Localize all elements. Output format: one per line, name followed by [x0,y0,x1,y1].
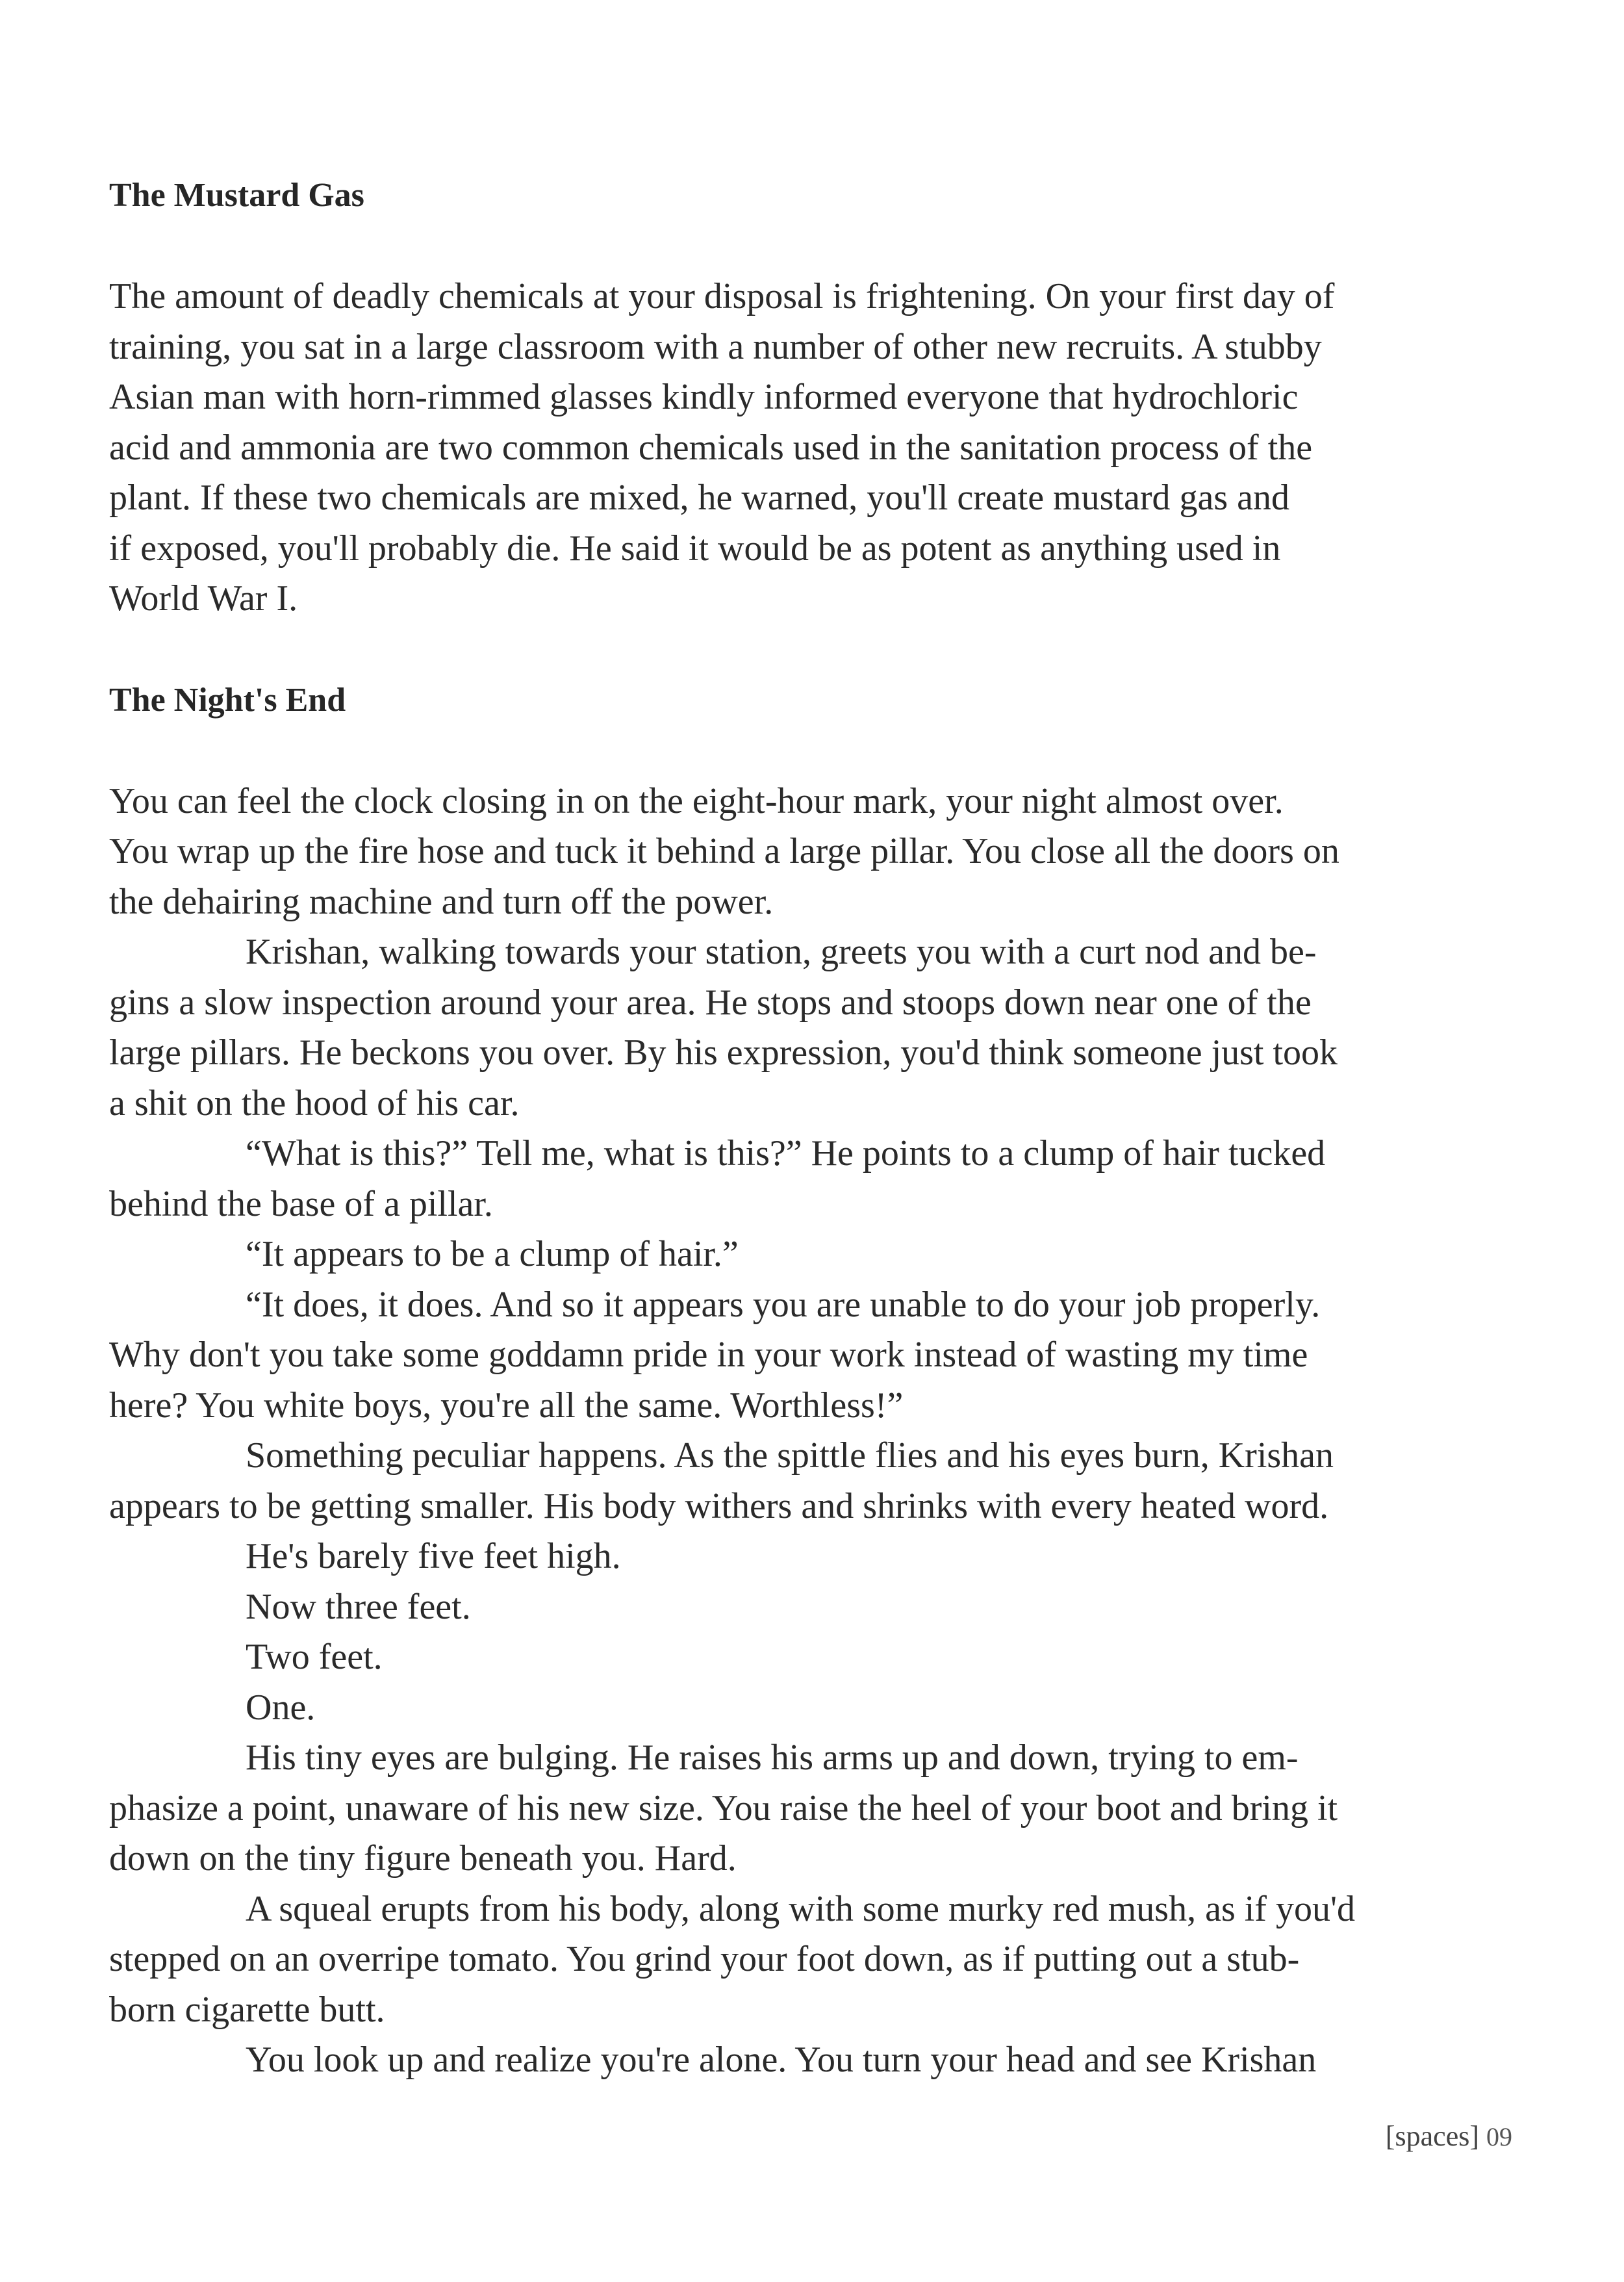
page-content [109,170,1480,2086]
paragraph [109,2035,1480,2086]
text-line: large pillars. He beckons you over. By his expression, you'd think someone just took [109,1032,1338,1073]
publication-label: [spaces] [1385,2120,1479,2152]
paragraph [109,1229,1480,1280]
text-line: gins a slow inspection around your area. He stops and stoops down near one of the [109,982,1312,1023]
text-line: the dehairing machine and turn off the power. [109,881,774,922]
text-line: World War I. [109,578,298,619]
text-line: behind the base of a pillar. [109,1183,493,1224]
text-line: “It appears to be a clump of hair.” [246,1234,739,1274]
text-line: stepped on an overripe tomato. You grind your foot down, as if putting out a stub- [109,1939,1300,1979]
text-line: born cigarette butt. [109,1989,385,2030]
page-number: 09 [1486,2122,1512,2151]
text-line: A squeal erupts from his body, along with some murky red mush, as if you'd [246,1888,1356,1929]
paragraph [109,1280,1480,1431]
text-line: Krishan, walking towards your station, greets you with a curt nod and be- [246,932,1317,972]
text-line: if exposed, you'll probably die. He said it would be as potent as anything used in [109,528,1281,569]
text-line: You wrap up the fire hose and tuck it behind a large pillar. You close all the doors on [109,831,1339,871]
text-line: down on the tiny figure beneath you. Hard. [109,1838,737,1878]
section-heading-nights-end: The Night's End [109,681,346,719]
text-line: appears to be getting smaller. His body withers and shrinks with every heated word. [109,1485,1329,1526]
text-line: Something peculiar happens. As the spittle flies and his eyes burn, Krishan [246,1435,1334,1476]
text-line: You look up and realize you're alone. You turn your head and see Krishan [246,2040,1317,2080]
paragraph [109,927,1480,1129]
text-line: a shit on the hood of his car. [109,1083,520,1123]
text-line: Asian man with horn-rimmed glasses kindly informed everyone that hydrochloric [109,377,1299,417]
text-line: Why don't you take some goddamn pride in your work instead of wasting my time [109,1335,1308,1375]
text-line: His tiny eyes are bulging. He raises his arms up and down, trying to em- [246,1737,1299,1778]
text-line: phasize a point, unaware of his new size. You raise the heel of your boot and bring it [109,1788,1338,1828]
text-line: plant. If these two chemicals are mixed, he warned, you'll create mustard gas and [109,478,1289,518]
paragraph [109,1733,1480,1884]
fragment-line: One. [246,1687,316,1728]
text-line: You can feel the clock closing in on the eight-hour mark, your night almost over. [109,780,1284,821]
fragment-line: He's barely five feet high. [246,1536,621,1576]
page-footer [1386,2120,1512,2153]
text-line: acid and ammonia are two common chemicals used in the sanitation process of the [109,427,1313,468]
paragraph [109,1431,1480,1532]
text-line: “What is this?” Tell me, what is this?” He points to a clump of hair tucked [246,1133,1326,1173]
section-heading-mustard-gas: The Mustard Gas [109,177,364,214]
paragraph [109,776,1480,928]
fragment-line: Now three feet. [246,1586,471,1627]
paragraph [109,1129,1480,1229]
paragraph [109,1884,1480,2036]
text-line: training, you sat in a large classroom with a number of other new recruits. A stubby [109,326,1322,367]
paragraph-mustard-gas [109,272,1480,624]
text-line: The amount of deadly chemicals at your disposal is frightening. On your first day of [109,276,1335,316]
fragment-line: Two feet. [246,1637,383,1677]
text-line: here? You white boys, you're all the same. Worthless!” [109,1385,904,1426]
text-line: “It does, it does. And so it appears you are unable to do your job properly. [246,1284,1321,1325]
